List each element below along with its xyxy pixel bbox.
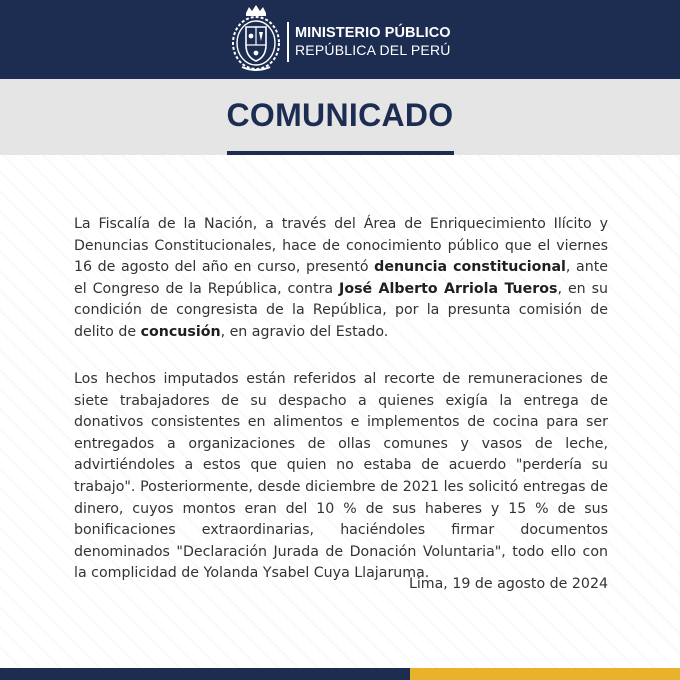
paragraph-1-text-b: , ante el Congreso de la República, contra [74, 259, 609, 297]
footer-bar-gold [410, 668, 680, 680]
paragraph-1-text-a: La Fiscalía de la Nación, a través del Área de Enriquecimiento Ilícito y Denuncias Constitucionales, hace de conocimiento público que el viernes 16 de agosto del año en curso, presentó [74, 216, 608, 276]
paragraph-1-text-d: , en agravio del Estado. [220, 323, 389, 340]
paragraph-1 [74, 214, 608, 344]
logo-institution-name: MINISTERIO PÚBLICO [295, 25, 451, 41]
footer-bar-navy [0, 668, 410, 680]
logo-divider [287, 22, 289, 62]
header-bar [0, 0, 680, 79]
paragraph-1-bold-charge: denuncia constitucional [374, 259, 566, 276]
paragraph-1-bold-offense: concusión [140, 323, 221, 340]
dateline: Lima, 19 de agosto de 2024 [408, 576, 608, 592]
paragraph-2: Los hechos imputados están referidos al recorte de remuneraciones de siete trabajadores de su despacho a quienes exigía la entrega de donativos consistentes en alimentos e implementos de cocina para ser entregados a organizaciones de ollas comunes y vasos de leche, advirtiéndoles a estos que quien no estaba de acuerdo "perdería su trabajo". Posteriormente, desde diciembre de 2021 les solicitó entregas de dinero, cuyos montos eran del 10 % de sus haberes y 15 % de sus bonificaciones extraordinarias, haciéndoles firmar documentos denominados "Declaración Jurada de Donación Voluntaria", todo ello con la complicidad de Yolanda Ysabel Cuya Llajaruma. [74, 371, 608, 582]
paragraph-1-bold-name: José Alberto Arriola Tueros [339, 280, 558, 297]
page-title: COMUNICADO [226, 97, 454, 133]
paragraph-1-text-c: , en su condición de congresista de la República, por la presunta comisión de delito de [74, 280, 608, 340]
logo-country-name: REPÚBLICA DEL PERÚ [295, 42, 451, 58]
coat-of-arms-seal-icon [230, 3, 282, 75]
